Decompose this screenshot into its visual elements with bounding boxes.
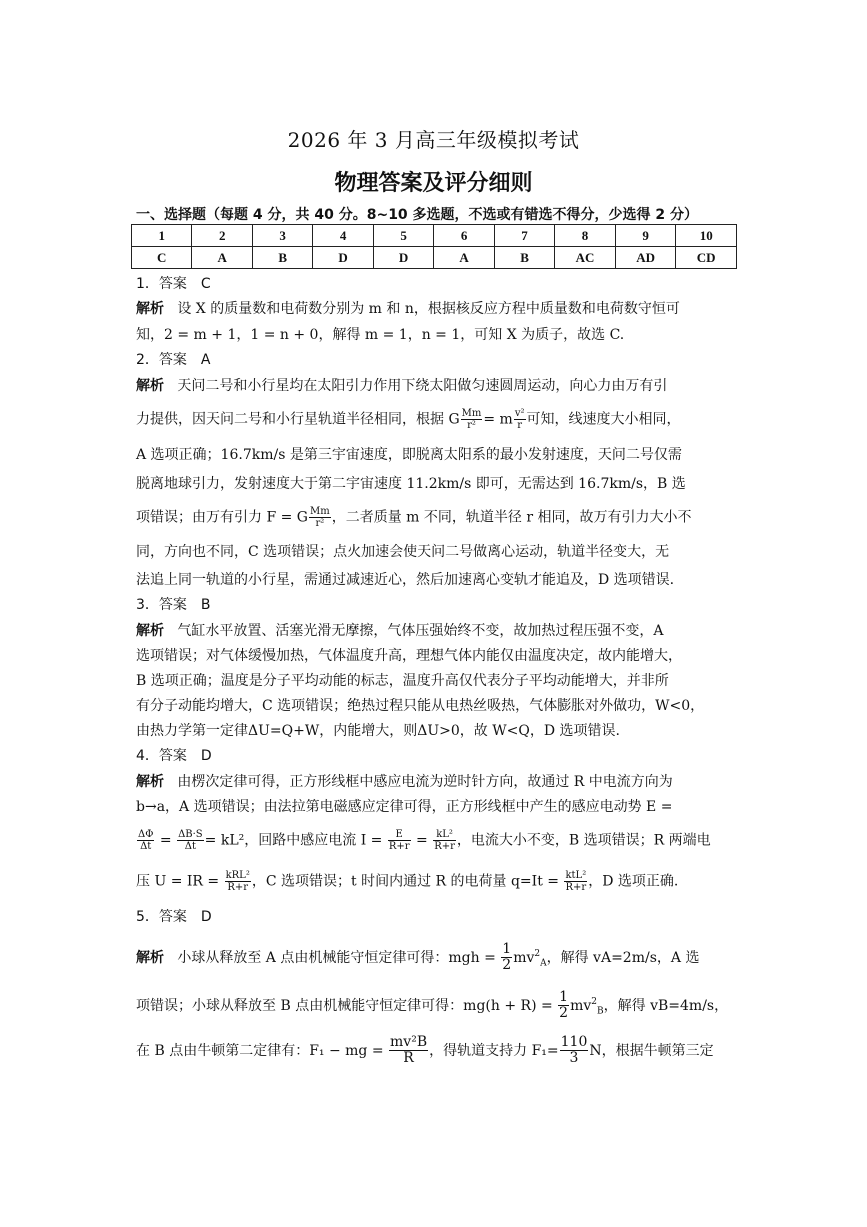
q4-text-4c: ，D 选项正确.: [588, 873, 679, 890]
fraction-numerator: Mm: [461, 408, 482, 419]
fraction-denominator: R+r: [227, 882, 249, 893]
table-cell: AD: [615, 247, 676, 269]
q2-explanation-line: [136, 378, 736, 395]
fraction: [501, 942, 512, 974]
fraction: [137, 829, 154, 852]
fraction-denominator: r: [517, 420, 523, 431]
table-cell: 4: [313, 225, 373, 247]
fraction-denominator: R+r: [565, 882, 587, 893]
table-cell: C: [132, 247, 192, 269]
q5-text-1c: ，解得 vA=2m/s，A 选: [546, 949, 700, 966]
q1-text-2: 知，2 = m + 1，1 = n + 0，解得 m = 1，n = 1，可知 X 为质子，故选 C.: [136, 327, 625, 343]
q2-text-2c: 可知，线速度大小相同，: [526, 411, 681, 428]
equals-sign: =: [159, 832, 172, 849]
fraction-numerator: E: [388, 829, 411, 841]
equals-sign: =: [416, 832, 428, 849]
q5-text-3: [136, 1035, 736, 1067]
table-cell: CD: [676, 247, 737, 269]
q2-answer: 2．答案 A: [136, 352, 211, 368]
fraction: [309, 506, 331, 529]
fraction-denominator: R: [403, 1050, 414, 1067]
q2-text-2b: = m: [483, 411, 513, 428]
table-row-numbers: [132, 225, 737, 247]
q2-text-6: 同，方向也不同，C 选项错误；点火加速会使天问二号做离心运动，轨道半径变大，无: [136, 544, 670, 560]
section-heading: 一、选择题（每题 4 分，共 40 分。8~10 多选题，不选或有错选不得分，少选得 2 分）: [136, 207, 699, 223]
q2-text-5: [136, 506, 736, 529]
fraction: [514, 408, 526, 431]
fraction-numerator: mv²B: [390, 1034, 428, 1050]
q4-explanation-line: [136, 774, 736, 791]
fraction: [433, 829, 456, 852]
fraction-numerator: kL²: [433, 829, 456, 841]
q4-text-1: 由楞次定律可得，正方形线框中感应电流为逆时针方向，故通过 R 中电流方向为: [177, 774, 673, 790]
explanation-label: 解析: [136, 623, 164, 639]
fraction-numerator: 1: [502, 941, 512, 957]
table-cell: 2: [192, 225, 252, 247]
q5-answer: 5．答案 D: [136, 909, 212, 925]
q5-text-1b: mv: [513, 949, 535, 966]
table-cell: 10: [676, 225, 737, 247]
fraction: [461, 408, 483, 431]
q5-text-3b: ，得轨道支持力 F₁=: [429, 1042, 559, 1059]
q4-text-3b: ，电流大小不变，B 选项错误；R 两端电: [456, 832, 711, 849]
table-cell: 9: [615, 225, 676, 247]
q2-text-5b: ，二者质量 m 不同，轨道半径 r 相同，故万有引力大小不: [331, 509, 692, 526]
table-cell: 7: [494, 225, 554, 247]
q3-text-4: 有分子动能均增大，C 选项错误；绝热过程只能从电热丝吸热，气体膨胀对外做功，W<0，: [136, 698, 705, 714]
explanation-label: 解析: [136, 301, 164, 317]
q2-text-5a: 项错误；由万有引力 F = G: [136, 509, 308, 526]
fraction-numerator: ΔB·S: [178, 829, 203, 840]
explanation-label: 解析: [136, 378, 164, 394]
answer-table: [131, 224, 737, 269]
fraction: [564, 870, 587, 893]
fraction-numerator: 1: [559, 989, 569, 1005]
q4-text-4b: ，C 选项错误；t 时间内通过 R 的电荷量 q=It =: [251, 873, 560, 890]
fraction-denominator: R+r: [434, 841, 455, 852]
q1-explanation-line: [136, 301, 736, 318]
q4-text-4: [136, 870, 736, 893]
q5-explanation-line: 解析 小球从释放至 A 点由机械能守恒定律可得：mgh = $\frac{1}{2}$ $mv^2_A$，解得 vA=2m/s，A 选: [136, 941, 700, 974]
fraction-denominator: Δt: [184, 841, 196, 852]
fraction-numerator: 110: [560, 1034, 588, 1050]
q3-text-5: 由热力学第一定律ΔU=Q+W，内能增大，则ΔU>0，故 W<Q，D 选项错误.: [136, 723, 620, 739]
q2-text-2a: 力提供，因天问二号和小行星轨道半径相同，根据 G: [136, 411, 460, 428]
q4-answer: 4．答案 D: [136, 748, 212, 764]
table-cell: B: [494, 247, 554, 269]
fraction-numerator: Mm: [309, 506, 330, 517]
q4-text-3: [136, 829, 736, 852]
fraction: [558, 990, 569, 1022]
q3-text-2: 选项错误；对气体缓慢加热，气体温度升高，理想气体内能仅由温度决定，故内能增大，: [136, 648, 682, 664]
fraction: [560, 1035, 589, 1067]
fraction-denominator: 3: [569, 1050, 579, 1067]
q1-answer: 1．答案 C: [136, 276, 211, 292]
q5-text-2b: mv: [570, 997, 592, 1014]
table-cell: 8: [555, 225, 616, 247]
fraction-denominator: r²: [467, 420, 476, 431]
fraction: [177, 829, 204, 852]
page-title: 物理答案及评分细则: [334, 171, 533, 196]
q4-text-4a: 压 U = IR =: [136, 873, 220, 890]
fraction-denominator: 2: [559, 1005, 569, 1022]
q3-explanation-line: [136, 623, 736, 640]
q2-text-7: 法追上同一轨道的小行星，需通过减速近心，然后加速离心变轨才能追及，D 选项错误.: [136, 572, 675, 588]
explanation-label: 解析: [136, 949, 164, 966]
q5-text-2: 项错误；小球从释放至 B 点由机械能守恒定律可得：mg(h + R) = $\frac{1}{2}$ $mv^2_B$，解得 vB=4m/s，: [136, 989, 729, 1022]
fraction: [225, 870, 251, 893]
explanation-label: 解析: [136, 774, 164, 790]
fraction-numerator: v²: [514, 408, 525, 419]
q5-text-2c: ，解得 vB=4m/s，: [603, 997, 729, 1014]
table-cell: 6: [434, 225, 494, 247]
fraction: [388, 829, 411, 852]
fraction-denominator: Δt: [140, 841, 152, 852]
table-row-answers: [132, 247, 737, 269]
q2-text-4: 脱离地球引力，发射速度大于第二宇宙速度 11.2km/s 即可，无需达到 16.7km/s，B 选: [136, 476, 686, 492]
table-cell: 5: [373, 225, 433, 247]
fraction: [389, 1035, 428, 1067]
q5-text-1a: 小球从释放至 A 点由机械能守恒定律可得：mgh =: [177, 949, 496, 966]
exam-title: 2026 年 3 月高三年级模拟考试: [287, 128, 580, 152]
table-cell: A: [192, 247, 252, 269]
q5-text-2a: 项错误；小球从释放至 B 点由机械能守恒定律可得：mg(h + R) =: [136, 997, 553, 1014]
table-cell: D: [313, 247, 373, 269]
q5-text-3a: 在 B 点由牛顿第二定律有：F₁ − mg =: [136, 1042, 384, 1059]
q3-answer: 3．答案 B: [136, 597, 211, 613]
q2-text-2: [136, 408, 736, 431]
table-cell: A: [434, 247, 494, 269]
q4-text-3a: = kL²，回路中感应电流 I =: [204, 832, 383, 849]
table-cell: 1: [132, 225, 192, 247]
q3-text-3: B 选项正确；温度是分子平均动能的标志，温度升高仅代表分子平均动能增大，并非所: [136, 673, 669, 689]
fraction-numerator: kRL²: [225, 870, 250, 881]
table-cell: B: [252, 247, 312, 269]
q4-text-2: b→a，A 选项错误；由法拉第电磁感应定律可得，正方形线框中产生的感应电动势 E =: [136, 799, 673, 815]
fraction-denominator: r²: [315, 518, 325, 529]
q3-text-1: 气缸水平放置、活塞光滑无摩擦，气体压强始终不变，故加热过程压强不变，A: [177, 623, 664, 639]
fraction-denominator: R+r: [388, 841, 410, 852]
table-cell: 3: [252, 225, 312, 247]
fraction-numerator: ΔΦ: [138, 829, 154, 840]
fraction-numerator: ktL²: [565, 870, 587, 881]
table-cell: D: [373, 247, 433, 269]
fraction-denominator: 2: [502, 957, 512, 974]
q2-text-3: A 选项正确；16.7km/s 是第三宇宙速度，即脱离太阳系的最小发射速度，天问二号仅需: [136, 447, 682, 463]
q2-text-1: 天问二号和小行星均在太阳引力作用下绕太阳做匀速圆周运动，向心力由万有引: [177, 378, 668, 394]
table-cell: AC: [555, 247, 616, 269]
q1-text-1: 设 X 的质量数和电荷数分别为 m 和 n，根据核反应方程中质量数和电荷数守恒可: [177, 301, 680, 317]
q5-text-3c: N，根据牛顿第三定: [589, 1042, 714, 1059]
